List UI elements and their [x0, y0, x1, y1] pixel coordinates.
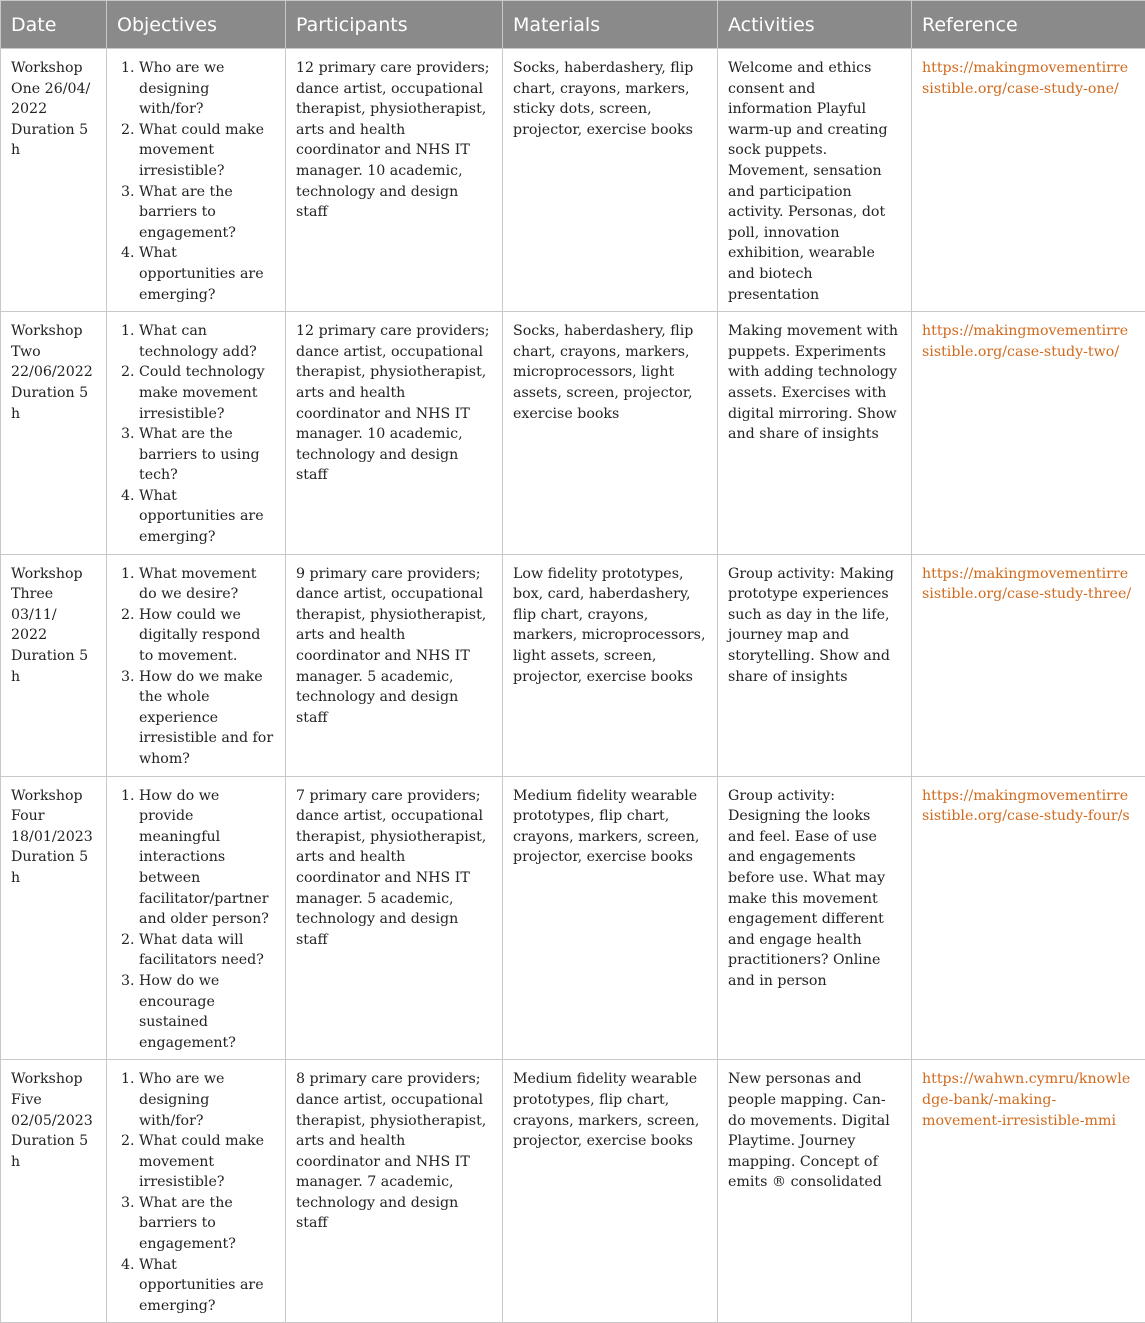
objective-item: 3. How do we encourage sustained engagement?: [139, 971, 275, 1053]
reference-link[interactable]: https://makingmovementirresistible.org/case-study-one/: [922, 60, 1128, 97]
header-participants: Participants: [286, 1, 503, 49]
table-row: [1, 312, 1145, 555]
objectives-list: [117, 321, 275, 548]
activities-cell: Group activity: Designing the looks and feel. Ease of use and engagements before use. What may make this movement engagement different and engage health practitioners? Online and in person: [718, 776, 912, 1060]
header-materials: Materials: [503, 1, 718, 49]
objective-item: 3. What are the barriers to using tech?: [139, 424, 275, 486]
objective-item: 1. What movement do we desire?: [139, 564, 275, 605]
header-objectives: Objectives: [107, 1, 286, 49]
materials-cell: Low fidelity prototypes, box, card, haberdashery, flip chart, crayons, markers, microprocessors, light assets, screen, projector, exercise books: [503, 554, 718, 776]
reference-cell: [912, 776, 1145, 1060]
objectives-cell: [107, 312, 286, 555]
objective-item: 1. What can technology add?: [139, 321, 275, 362]
participants-cell: 12 primary care providers; dance artist, occupational therapist, physiotherapist, arts and health coordinator and NHS IT manager. 10 academic, technology and design staff: [286, 312, 503, 555]
objectives-cell: [107, 776, 286, 1060]
objective-item: 2. What data will facilitators need?: [139, 930, 275, 971]
reference-cell: [912, 312, 1145, 555]
objective-item: 1. Who are we designing with/for?: [139, 1069, 275, 1131]
reference-link[interactable]: https://makingmovementirresistible.org/case-study-four/s: [922, 788, 1130, 825]
header-reference: Reference: [912, 1, 1145, 49]
objective-item: 2. Could technology make movement irresistible?: [139, 362, 275, 424]
objective-item: 3. What are the barriers to engagement?: [139, 1193, 275, 1255]
reference-cell: [912, 1060, 1145, 1323]
activities-cell: Group activity: Making prototype experiences such as day in the life, journey map and storytelling. Show and share of insights: [718, 554, 912, 776]
activities-cell: Making movement with puppets. Experiments with adding technology assets. Exercises with digital mirroring. Show and share of insights: [718, 312, 912, 555]
objective-item: 1. Who are we designing with/for?: [139, 58, 275, 120]
header-date: Date: [1, 1, 107, 49]
activities-cell: New personas and people mapping. Can-do movements. Digital Playtime. Journey mapping. Concept of emits ® consolidated: [718, 1060, 912, 1323]
date-cell: Workshop Five 02/05/2023 Duration 5 h: [1, 1060, 107, 1323]
date-cell: Workshop Three 03/11/ 2022 Duration 5 h: [1, 554, 107, 776]
objectives-list: [117, 58, 275, 305]
objective-item: 4. What opportunities are emerging?: [139, 486, 275, 548]
materials-cell: Socks, haberdashery, flip chart, crayons, markers, sticky dots, screen, projector, exercise books: [503, 49, 718, 312]
participants-cell: 8 primary care providers; dance artist, occupational therapist, physiotherapist, arts and health coordinator and NHS IT manager. 7 academic, technology and design staff: [286, 1060, 503, 1323]
materials-cell: Medium fidelity wearable prototypes, flip chart, crayons, markers, screen, projector, exercise books: [503, 1060, 718, 1323]
reference-link[interactable]: https://wahwn.cymru/knowledge-bank/-making-movement-irresistible-mmi: [922, 1071, 1130, 1128]
objectives-cell: [107, 49, 286, 312]
materials-cell: Medium fidelity wearable prototypes, flip chart, crayons, markers, screen, projector, exercise books: [503, 776, 718, 1060]
table-row: [1, 49, 1145, 312]
objectives-list: [117, 1069, 275, 1316]
objective-item: 4. What opportunities are emerging?: [139, 243, 275, 305]
participants-cell: 12 primary care providers; dance artist, occupational therapist, physiotherapist, arts and health coordinator and NHS IT manager. 10 academic, technology and design staff: [286, 49, 503, 312]
objectives-cell: [107, 554, 286, 776]
table-row: [1, 1060, 1145, 1323]
objectives-cell: [107, 1060, 286, 1323]
objectives-list: [117, 564, 275, 770]
objective-item: 2. How could we digitally respond to movement.: [139, 605, 275, 667]
objective-item: 3. How do we make the whole experience irresistible and for whom?: [139, 667, 275, 770]
activities-cell: Welcome and ethics consent and information Playful warm-up and creating sock puppets. Movement, sensation and participation activity. Personas, dot poll, innovation exhibition, wearable and biotech presentation: [718, 49, 912, 312]
reference-link[interactable]: https://makingmovementirresistible.org/case-study-two/: [922, 323, 1128, 360]
objective-item: 2. What could make movement irresistible?: [139, 120, 275, 182]
objectives-list: [117, 786, 275, 1054]
date-cell: Workshop One 26/04/ 2022 Duration 5 h: [1, 49, 107, 312]
reference-cell: [912, 554, 1145, 776]
table-row: [1, 554, 1145, 776]
materials-cell: Socks, haberdashery, flip chart, crayons, markers, microprocessors, light assets, screen, projector, exercise books: [503, 312, 718, 555]
objective-item: 2. What could make movement irresistible?: [139, 1131, 275, 1193]
participants-cell: 9 primary care providers; dance artist, occupational therapist, physiotherapist, arts and health coordinator and NHS IT manager. 5 academic, technology and design staff: [286, 554, 503, 776]
participants-cell: 7 primary care providers; dance artist, occupational therapist, physiotherapist, arts and health coordinator and NHS IT manager. 5 academic, technology and design staff: [286, 776, 503, 1060]
table-row: [1, 776, 1145, 1060]
reference-cell: [912, 49, 1145, 312]
date-cell: Workshop Two 22/06/2022 Duration 5 h: [1, 312, 107, 555]
objective-item: 3. What are the barriers to engagement?: [139, 182, 275, 244]
header-row: [1, 1, 1145, 49]
objective-item: 4. What opportunities are emerging?: [139, 1255, 275, 1317]
header-activities: Activities: [718, 1, 912, 49]
reference-link[interactable]: https://makingmovementirresistible.org/case-study-three/: [922, 566, 1131, 603]
objective-item: 1. How do we provide meaningful interactions between facilitator/partner and older person?: [139, 786, 275, 930]
date-cell: Workshop Four 18/01/2023 Duration 5 h: [1, 776, 107, 1060]
